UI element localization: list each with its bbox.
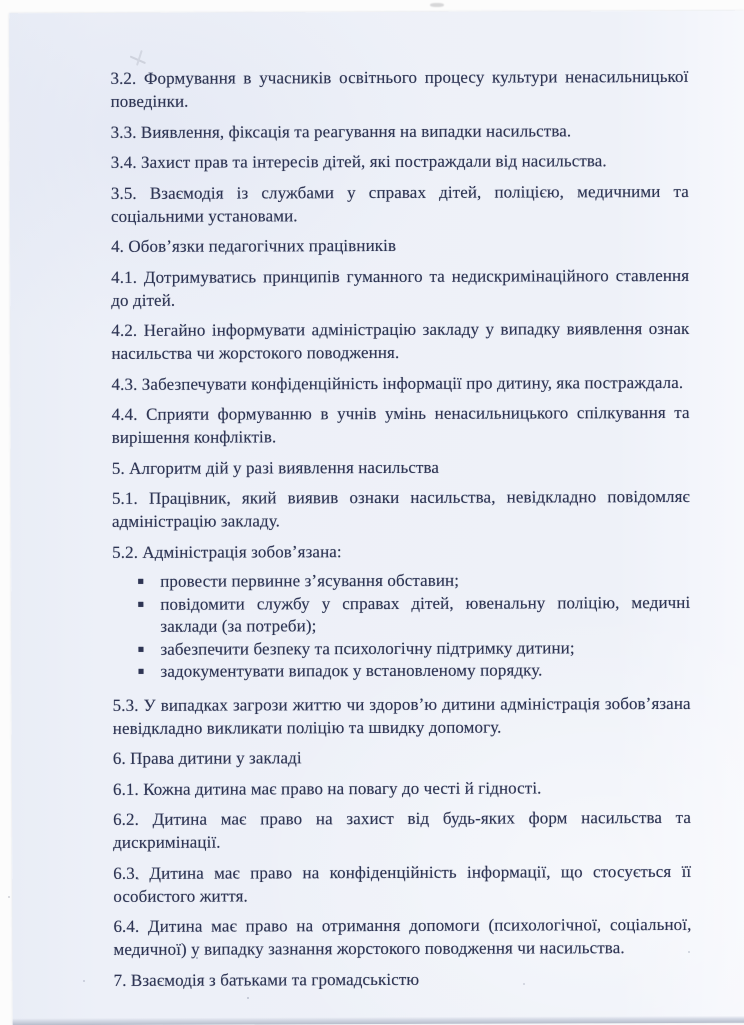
- paragraph: 4.1. Дотримуватись принципів гуманного та недискримінаційного ставлення до дітей.: [111, 265, 690, 310]
- paragraph: 5.2. Адміністрація зобов’язана:: [112, 541, 342, 562]
- list-item: задокументувати випадок у встановленому порядку.: [160, 659, 690, 683]
- paragraph: 5.1. Працівник, який виявив ознаки насильства, невідкладно повідомляє адміністрацію закладу.: [111, 486, 690, 531]
- list-item: забезпечити безпеку та психологічну підтримку дитини;: [160, 636, 690, 660]
- list-item: провести первинне з’ясування обставин;: [160, 569, 690, 593]
- paragraph: 4.2. Негайно інформувати адміністрацію закладу у випадку виявлення ознак насильства чи жорстокого поводження.: [111, 318, 690, 363]
- paragraph: 6.4. Дитина має право на отримання допомоги (психологічної, соціальної, медичної) у випадку зазнання жорстокого поводження чи насильства.: [113, 914, 692, 959]
- paragraph: 5.3. У випадках загрози життю чи здоров’ю дитини адміністрація зобов’язана невідкладно викликати поліцію та швидку допомогу.: [112, 693, 691, 738]
- scan-specks: [0, 0, 2, 2]
- paragraph: 6. Права дитини у закладі: [112, 748, 302, 768]
- paragraph: 3.2. Формування в учасників освітнього процесу культури ненасильницької поведінки.: [110, 66, 689, 111]
- list-item: повідомити службу у справах дітей, ювенальну поліцію, медичні заклади (за потреби);: [160, 591, 690, 638]
- paragraph: 6.1. Кожна дитина має право на повагу до честі й гідності.: [112, 777, 542, 799]
- page-content: [110, 65, 691, 999]
- paragraph: 7. Взаємодія з батьками та громадськістю: [113, 969, 420, 990]
- paragraph: 6.2. Дитина має право на захист від будь-яких форм насильства та дискримінації.: [113, 807, 692, 852]
- paragraph: 3.4. Захист прав та інтересів дітей, які постраждали від насильства.: [110, 151, 607, 172]
- paragraph: 3.5. Взаємодія із службами у справах дітей, поліцією, медичними та соціальними установами.: [110, 181, 689, 226]
- paragraph: 5. Алгоритм дій у разі виявлення насильства: [111, 457, 440, 478]
- bullet-list: [112, 569, 690, 684]
- paragraph: 4. Обов’язки педагогічних працівників: [111, 235, 397, 256]
- scanned-page: [9, 11, 744, 1025]
- scan-smudge: [430, 3, 444, 7]
- paragraph: 4.3. Забезпечувати конфіденційність інформації про дитину, яка постраждала.: [111, 372, 684, 394]
- paragraph: 3.3. Виявлення, фіксація та реагування на випадки насильства.: [110, 120, 572, 142]
- paragraph: 4.4. Сприяти формуванню в учнів умінь ненасильницького спілкування та вирішення конфліктів.: [111, 402, 690, 447]
- paragraph: 6.3. Дитина має право на конфіденційність інформації, що стосується її особистого життя.: [113, 861, 692, 906]
